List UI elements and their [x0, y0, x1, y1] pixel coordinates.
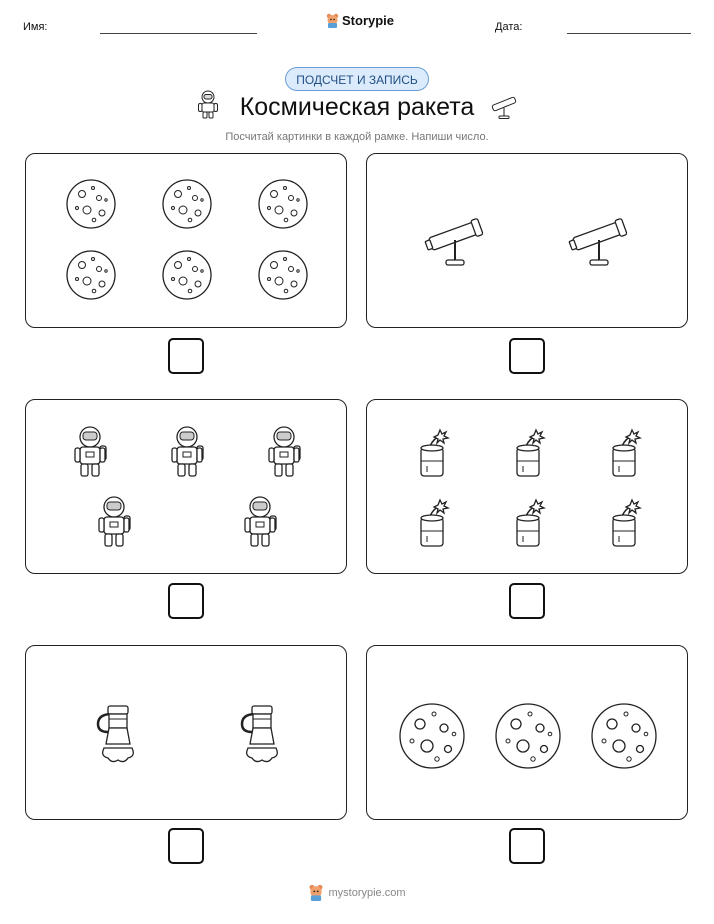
name-field[interactable] — [100, 33, 257, 34]
telescope-icons — [367, 154, 689, 329]
answer-box[interactable] — [168, 583, 204, 619]
moon-icon — [259, 251, 307, 299]
bear-icon — [308, 884, 324, 901]
count-panel-moons — [25, 153, 347, 328]
planet-icons — [367, 646, 689, 821]
planet-icon — [592, 704, 656, 768]
telescope-icon — [568, 218, 627, 265]
count-panel-planets — [366, 645, 688, 820]
count-panel-astronauts — [25, 399, 347, 574]
brand-name: Storypie — [342, 13, 395, 28]
moon-icon — [67, 251, 115, 299]
answer-box[interactable] — [509, 338, 545, 374]
moon-icon — [163, 251, 211, 299]
fuel-canister-icon — [517, 430, 544, 476]
footer-site: mystorypie.com — [328, 886, 406, 899]
rocket-engine-icon — [98, 706, 133, 762]
rocket-engine-icons — [26, 646, 348, 821]
footer — [0, 884, 714, 901]
name-label: Имя: — [23, 21, 48, 33]
answer-box[interactable] — [168, 828, 204, 864]
astronaut-icon — [245, 497, 276, 546]
bear-icon — [326, 13, 339, 28]
moon-icon — [259, 180, 307, 228]
planet-icon — [496, 704, 560, 768]
astronaut-icon — [99, 497, 130, 546]
astronaut-icon — [172, 427, 203, 476]
canister-icons — [367, 400, 689, 575]
telescope-icon — [424, 218, 483, 265]
telescope-icon — [489, 92, 521, 120]
date-label: Дата: — [495, 21, 523, 33]
fuel-canister-icon — [517, 500, 544, 546]
astronaut-icons — [26, 400, 348, 575]
count-panel-canisters — [366, 399, 688, 574]
answer-box[interactable] — [168, 338, 204, 374]
astronaut-icon — [75, 427, 106, 476]
date-field[interactable] — [567, 33, 691, 34]
astronaut-icon — [269, 427, 300, 476]
answer-box[interactable] — [509, 828, 545, 864]
page-title: Космическая ракета — [239, 93, 475, 121]
fuel-canister-icon — [421, 430, 448, 476]
fuel-canister-icon — [613, 430, 640, 476]
planet-icon — [400, 704, 464, 768]
instruction-text: Посчитай картинки в каждой рамке. Напиши число. — [225, 131, 489, 143]
count-panel-telescopes — [366, 153, 688, 328]
count-panel-rocket-engines — [25, 645, 347, 820]
moon-icon — [163, 180, 211, 228]
moon-icon — [67, 180, 115, 228]
fuel-canister-icon — [421, 500, 448, 546]
worksheet-type-badge: ПОДСЧЕТ И ЗАПИСЬ — [285, 67, 429, 91]
rocket-engine-icon — [242, 706, 277, 762]
brand-logo — [326, 13, 394, 28]
moon-icons — [26, 154, 348, 329]
fuel-canister-icon — [613, 500, 640, 546]
answer-box[interactable] — [509, 583, 545, 619]
